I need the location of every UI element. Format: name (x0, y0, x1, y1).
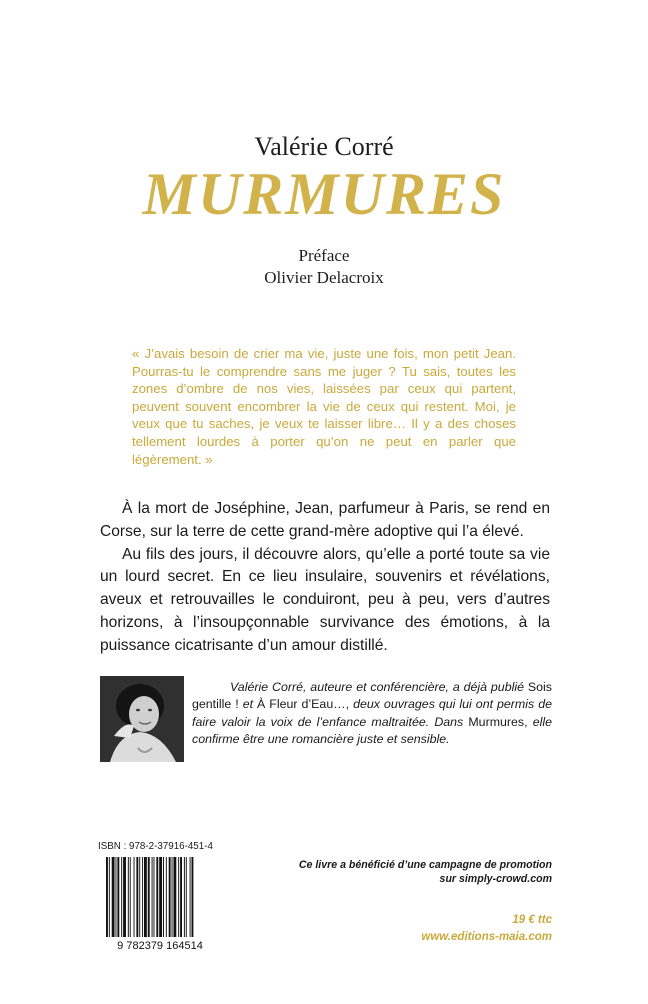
barcode-bar (186, 857, 187, 937)
barcode-bar (159, 857, 162, 937)
price-block (290, 912, 552, 946)
promo-line: Ce livre a bénéficié d’une campagne de promotion (298, 859, 552, 871)
barcode-bar (123, 857, 126, 937)
bio-text: et (242, 697, 254, 712)
barcode-bar (117, 857, 119, 937)
barcode-bar (106, 857, 108, 937)
barcode-bar (144, 857, 147, 937)
book-title: MURMURES (142, 161, 506, 227)
promo-line: sur simply-crowd.com (439, 873, 552, 885)
isbn-label: ISBN : 978-2-37916-451-4 (98, 841, 213, 852)
barcode-bar (154, 857, 155, 937)
author-name: Valérie Corré (254, 132, 394, 161)
barcode-bar (136, 857, 138, 937)
barcode-bar (139, 857, 140, 937)
barcode-bar (178, 857, 179, 937)
barcode-bar (152, 857, 153, 937)
barcode-bar (148, 857, 150, 937)
barcode-bar (169, 857, 171, 937)
excerpt-quote: « J’avais besoin de crier ma vie, juste une fois, mon petit Jean. Pourras-tu le comprendre sans me juger ? Tu sais, toutes les zones d’ombre de nos vies, laissées par ceux qui partent, peuvent souvent encombrer la vie de ceux qui restent. Moi, je veux que tu saches, je veux te laisser libre… Il y a des choses tellement lourdes à porter qu’on ne peut en parler que légèrement. » (132, 346, 516, 467)
barcode-bar (142, 857, 143, 937)
barcode-bar (173, 857, 176, 937)
bio-text: elle confirme être une romancière juste et sensible. (192, 714, 552, 747)
author-photo (100, 676, 184, 762)
promo-note (290, 858, 552, 886)
bio-paragraph (192, 679, 552, 749)
barcode-bar (121, 857, 122, 937)
barcode-bar (130, 857, 131, 937)
summary-paragraph: Au fils des jours, il découvre alors, qu’elle a porté toute sa vie un lourd secret. En ce lieu insulaire, souvenirs et révélations, aveux et retrouvailles le conduiront, peu à peu, vers d’autres horizons, à l’insoupçonnable survivance des émotions, à la puissance cicatrisante d’un amour distillé. (100, 545, 550, 654)
barcode-bar (172, 857, 173, 937)
preface-author: Olivier Delacroix (264, 268, 384, 287)
preface-label: Préface (298, 246, 350, 265)
summary-text (100, 498, 550, 658)
barcode-bar (116, 857, 117, 937)
book-name: Sois gentille ! (192, 680, 552, 712)
barcode-bar (180, 857, 182, 937)
book-name: À Fleur d’Eau…, (257, 697, 350, 712)
barcode-bar (109, 857, 110, 937)
barcode-bar (163, 857, 164, 937)
barcode-bar (156, 857, 158, 937)
barcode-bar (128, 857, 129, 937)
preface-block (0, 245, 648, 289)
barcode-bar (112, 857, 115, 937)
bio-text: deux ouvrages qui lui ont permis de faire valoir la voix de l’enfance maltraitée. Dans (192, 697, 552, 729)
barcode-bar (184, 857, 185, 937)
book-name: Murmures, (468, 714, 528, 729)
summary-paragraph: À la mort de Joséphine, Jean, parfumeur à Paris, se rend en Corse, sur la terre de cette grand-mère adoptive qui l’a élevé. (100, 500, 550, 540)
price: 19 € ttc (512, 914, 552, 926)
bio-text: Valérie Corré, auteure et conférencière, a déjà publié (230, 680, 524, 694)
barcode-bar (190, 857, 191, 937)
publisher-website[interactable]: www.editions-maia.com (421, 931, 552, 943)
barcode-bar (166, 857, 167, 937)
barcode-bar (134, 857, 135, 937)
barcode-bar (192, 857, 194, 937)
barcode (98, 855, 222, 952)
barcode-digits: 9 782379 164514 (117, 940, 203, 952)
author-bio (192, 679, 552, 749)
